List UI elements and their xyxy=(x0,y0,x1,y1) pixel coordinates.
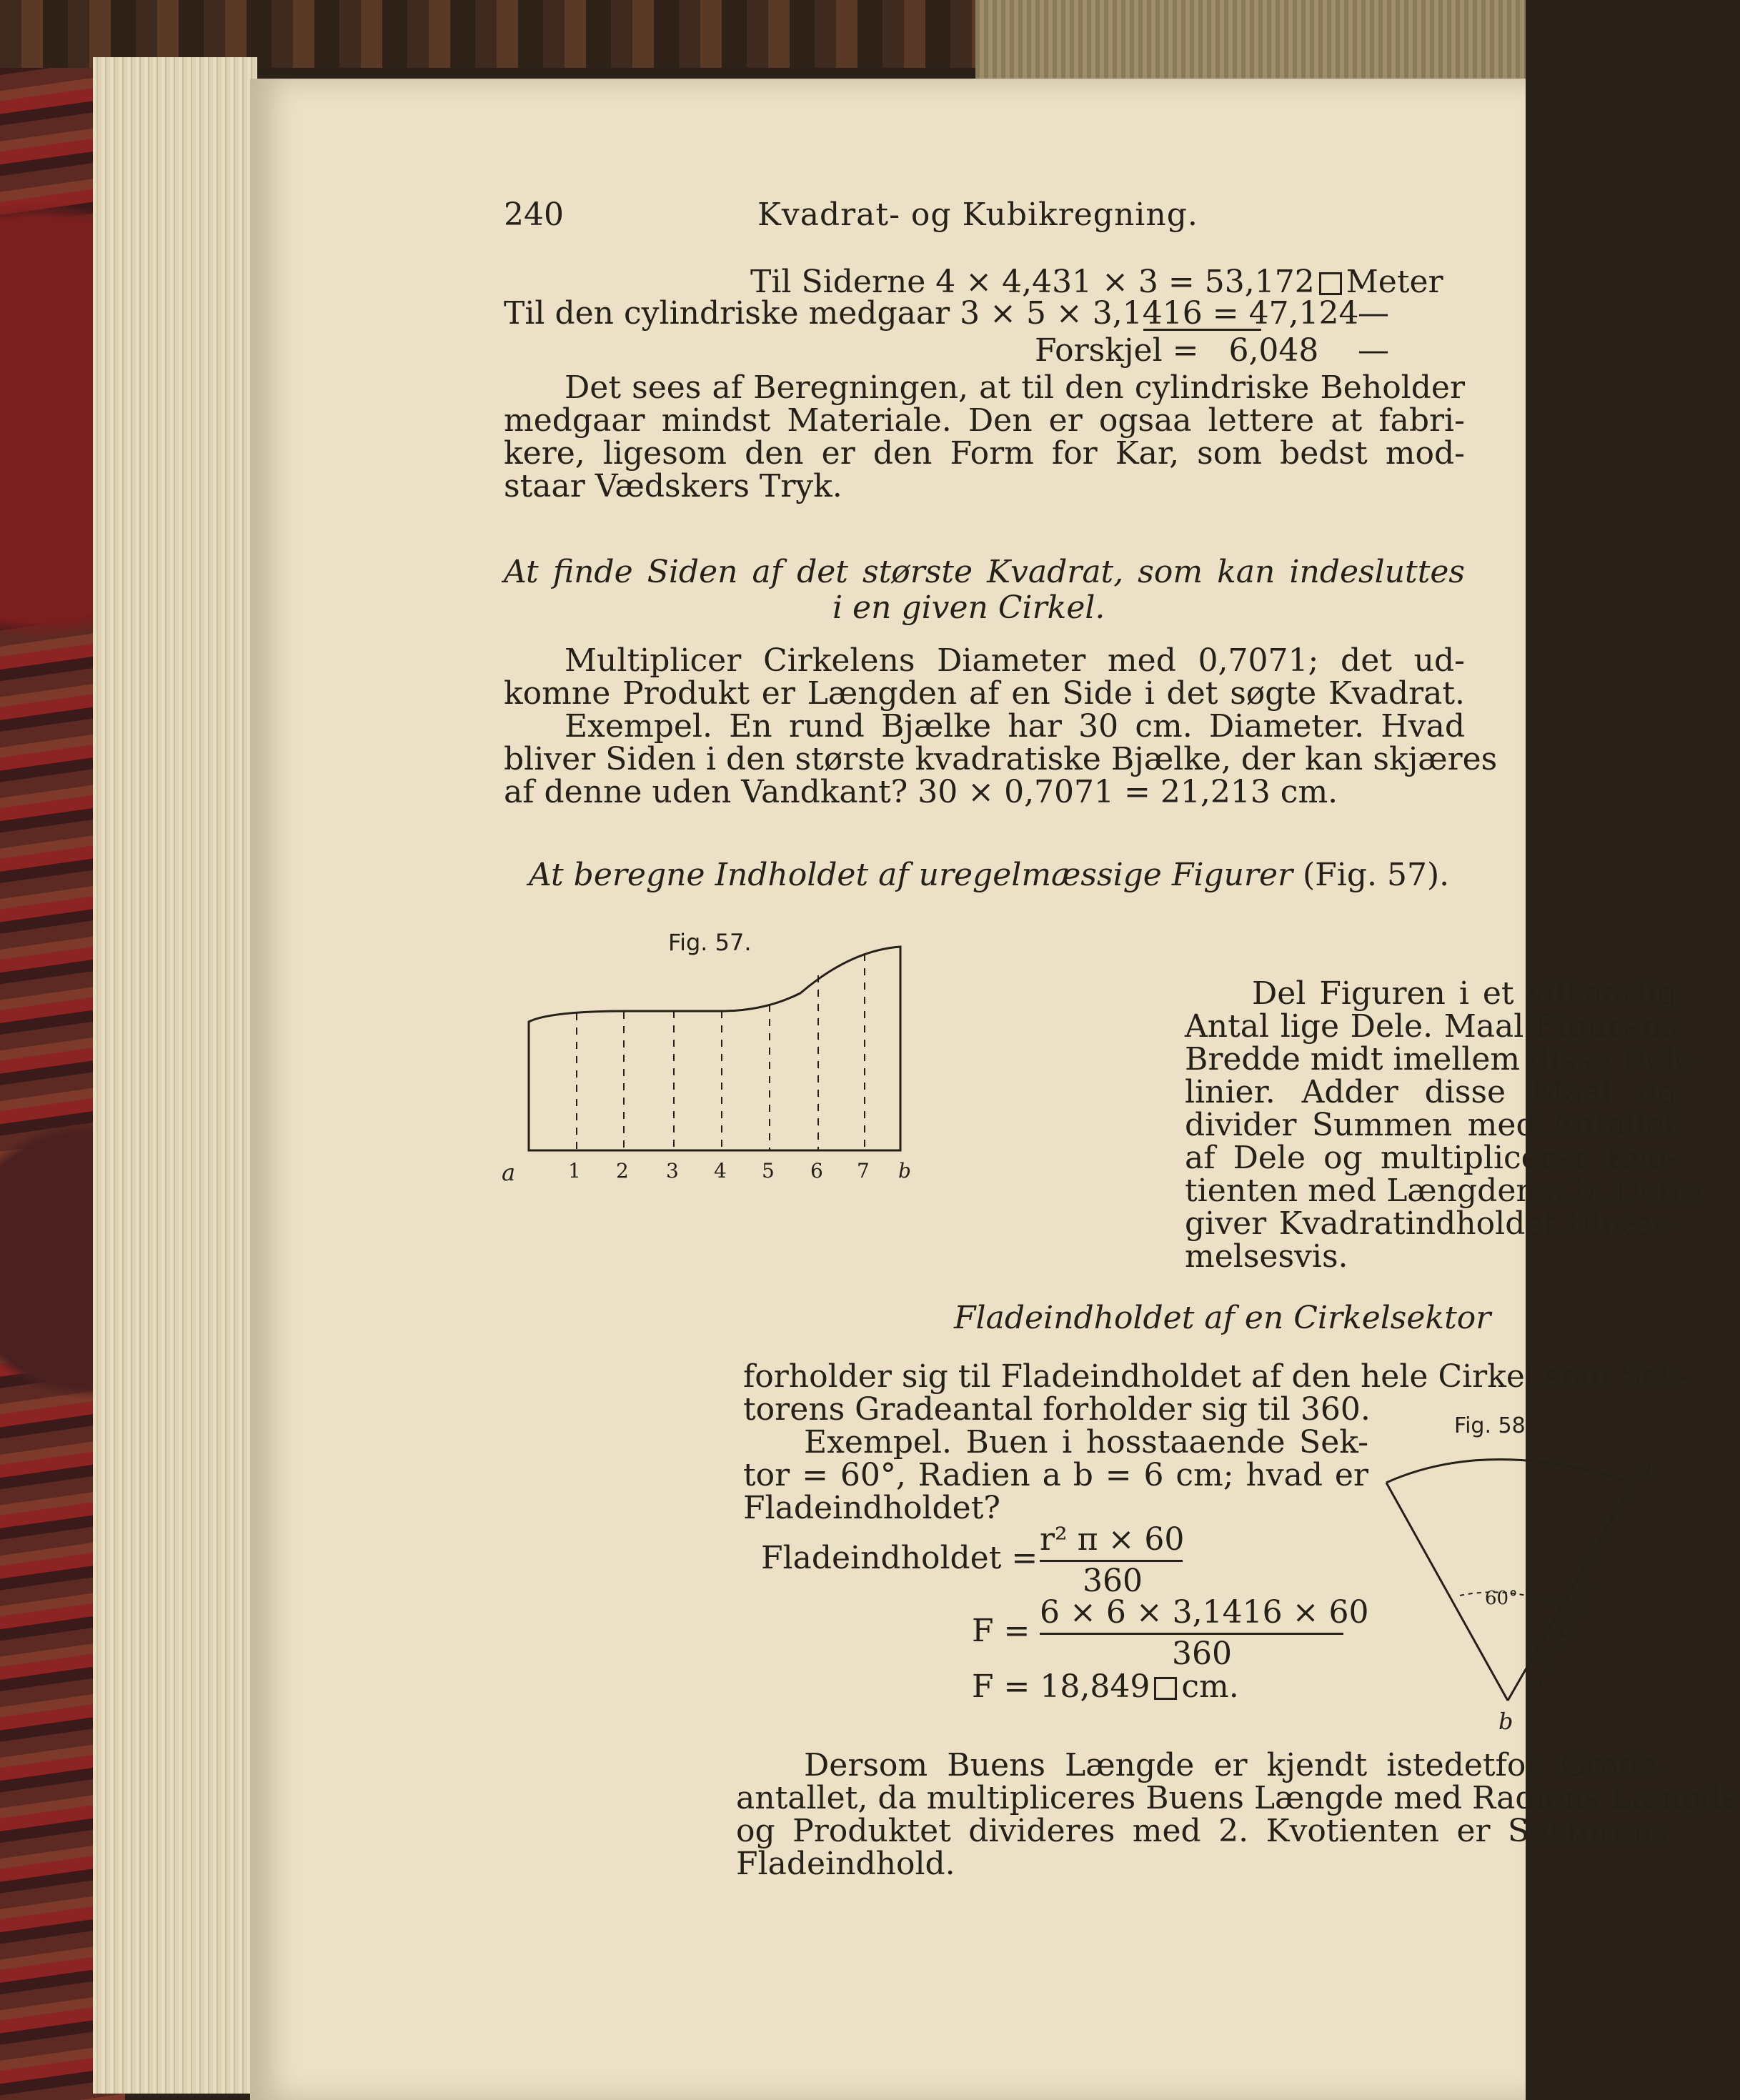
formula-1-denominator: 360 xyxy=(1083,1563,1143,1599)
fig-57-tick-4: 4 xyxy=(714,1159,727,1183)
formula-2-fraction-bar xyxy=(1040,1633,1343,1635)
fig-57-point-b: b xyxy=(898,1159,911,1183)
calc-line-3-unit: — xyxy=(1358,332,1389,369)
paragraph-2-line-1: Multiplicer Cirkelens Diameter med 0,7071; det ud- xyxy=(565,642,1465,679)
paragraph-3-line-5: divider Summen med Antallet xyxy=(1185,1107,1677,1143)
fig-57-tick-7: 7 xyxy=(857,1159,870,1183)
formula-2-denominator: 360 xyxy=(1172,1636,1232,1672)
irregular-figure-outline xyxy=(529,947,900,1150)
paragraph-3-line-8: giver Kvadratindholdet tilnær- xyxy=(1185,1205,1677,1242)
fig-57-label: Fig. 57. xyxy=(668,929,752,956)
formula-3: F = 18,849 cm. xyxy=(972,1668,1239,1705)
paragraph-3-line-6: af Dele og multiplicerer Kvo- xyxy=(1185,1140,1677,1176)
fig-57-point-a: a xyxy=(502,1159,516,1186)
paragraph-1-line-4: staar Vædskers Tryk. xyxy=(504,468,842,504)
fig-57-tick-1: 1 xyxy=(568,1159,581,1183)
example-2-line-3: Fladeindholdet? xyxy=(743,1490,1000,1526)
sector-arc xyxy=(1386,1460,1633,1483)
paragraph-5-line-4: Fladeindhold. xyxy=(736,1846,955,1882)
paragraph-3-line-9: melsesvis. xyxy=(1185,1238,1348,1275)
paragraph-5-line-3: og Produktet divideres med 2. Kvotienten er Sektorens xyxy=(736,1813,1669,1849)
paragraph-1-line-3: kere, ligesom den er den Form for Kar, som bedst mod- xyxy=(504,435,1465,472)
paragraph-1-line-1: Det sees af Beregningen, at til den cylindriske Beholder xyxy=(565,369,1465,406)
paragraph-5-line-1: Dersom Buens Længde er kjendt istedetfor Grade- xyxy=(804,1747,1669,1783)
formula-2-numerator: 6 × 6 × 3,1416 × 60 xyxy=(1040,1594,1369,1631)
fig-58-point-a: a xyxy=(1639,1454,1653,1481)
paragraph-3-line-2: Antal lige Dele. Maal Figurens xyxy=(1185,1008,1677,1045)
paragraph-1-line-2: medgaar mindst Materiale. Den er ogsaa lettere at fabri- xyxy=(504,402,1465,439)
figure-57 xyxy=(486,915,943,1200)
division-lines xyxy=(577,954,865,1150)
example-2-line-1: Exempel. Buen i hosstaaende Sek- xyxy=(804,1424,1368,1460)
paragraph-4-line-2: torens Gradeantal forholder sig til 360. xyxy=(743,1391,1371,1428)
heading-irregular-figures: At beregne Indholdet af uregelmæssige Figurer (Fig. 57). xyxy=(529,857,1450,893)
example-2-line-2: tor = 60°, Radien a b = 6 cm; hvad er xyxy=(743,1457,1368,1493)
fig-57-tick-3: 3 xyxy=(666,1159,679,1183)
fig-57-tick-5: 5 xyxy=(762,1159,775,1183)
calc-line-1: Til Siderne 4 × 4,431 × 3 = 53,172 Meter xyxy=(750,264,1443,300)
page-edges xyxy=(93,57,257,2094)
paragraph-4-line-1: forholder sig til Fladeindholdet af den hele Cirkel som Sek- xyxy=(743,1358,1689,1395)
paragraph-2-line-4: bliver Siden i den største kvadratiske Bjælke, der kan skjæres xyxy=(504,741,1498,777)
fig-58-label: Fig. 58. xyxy=(1454,1413,1533,1438)
book-page xyxy=(250,79,1740,2100)
calc-line-3: Forskjel = 6,048 xyxy=(1035,332,1319,369)
calc-line-2: Til den cylindriske medgaar 3 × 5 × 3,1416 = 47,124 xyxy=(504,295,1359,332)
running-title: Kvadrat- og Kubikregning. xyxy=(757,196,1198,233)
heading-largest-square-line-2: i en given Cirkel. xyxy=(832,589,1105,626)
figure-58 xyxy=(1376,1404,1676,1747)
calc-line-2-unit: — xyxy=(1358,295,1389,332)
fig-57-tick-2: 2 xyxy=(616,1159,629,1183)
fig-57-tick-6: 6 xyxy=(810,1159,823,1183)
square-symbol xyxy=(1154,1677,1177,1700)
formula-1-fraction-bar xyxy=(1040,1560,1183,1562)
heading-circle-sector: Fladeindholdet af en Cirkelsektor xyxy=(954,1300,1491,1336)
page-number: 240 xyxy=(504,196,564,233)
formula-1-lhs: Fladeindholdet = xyxy=(761,1540,1038,1576)
paragraph-3-line-3: Bredde midt imellem disse Dele- xyxy=(1185,1041,1704,1078)
formula-1-numerator: r² π × 60 xyxy=(1040,1521,1185,1558)
square-symbol xyxy=(1319,272,1342,295)
paragraph-2-line-3: Exempel. En rund Bjælke har 30 cm. Diameter. Hvad xyxy=(565,708,1465,745)
paragraph-3-line-7: tienten med Længden a b. Dette xyxy=(1185,1173,1703,1209)
sum-rule xyxy=(1143,329,1261,331)
paragraph-3-line-4: linier. Adder disse Maal og xyxy=(1185,1074,1677,1110)
angle-label: 60° xyxy=(1485,1588,1518,1609)
book-headband xyxy=(975,0,1526,79)
heading-largest-square: At finde Siden af det største Kvadrat, som kan indesluttes xyxy=(504,554,1465,590)
paragraph-2-line-2: komne Produkt er Længden af en Side i det søgte Kvadrat. xyxy=(504,675,1465,712)
formula-2-lhs: F = xyxy=(972,1613,1030,1649)
fig-58-point-b: b xyxy=(1498,1708,1513,1735)
paragraph-5-line-2: antallet, da multipliceres Buens Længde med Radiens Længde xyxy=(736,1780,1740,1816)
radius-label: 6 cm. xyxy=(1550,1577,1596,1642)
paragraph-3-line-1: Del Figuren i et vilkaarlig xyxy=(1252,975,1677,1012)
paragraph-2-line-5: af denne uden Vandkant? 30 × 0,7071 = 21,213 cm. xyxy=(504,774,1338,810)
